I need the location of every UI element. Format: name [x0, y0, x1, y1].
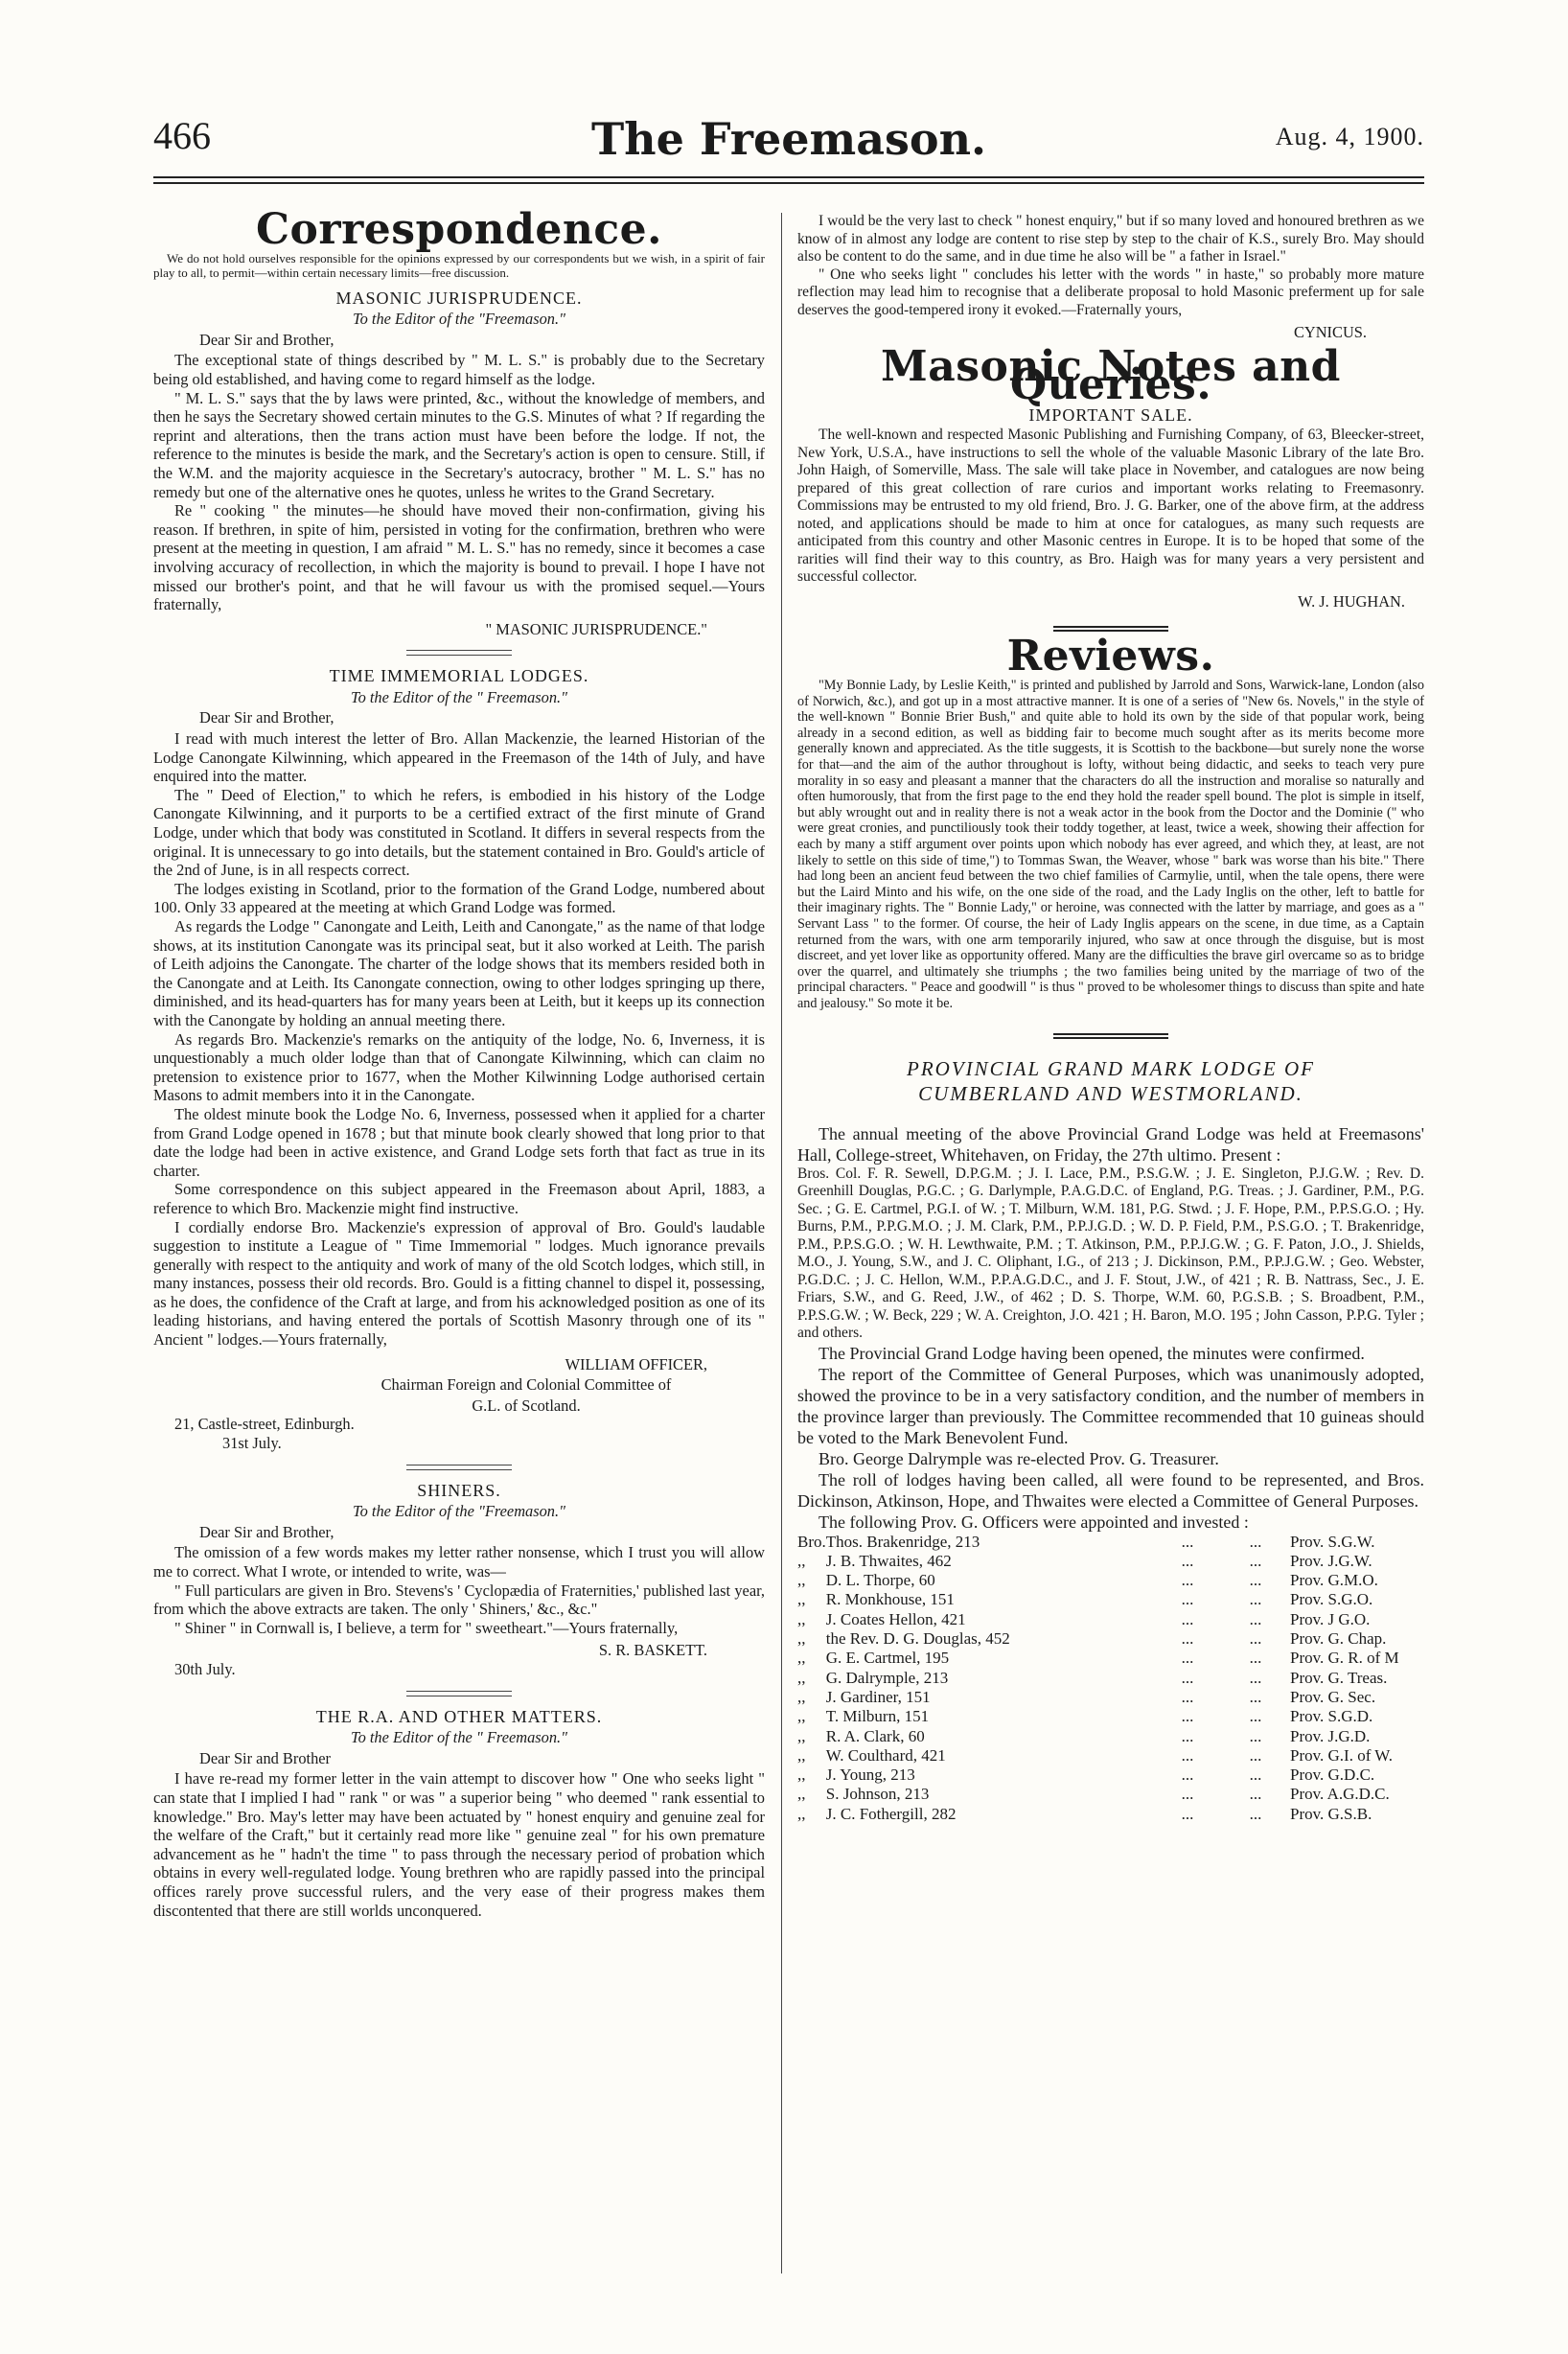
officer-office: Prov. A.G.D.C.: [1290, 1785, 1390, 1804]
notes-signature: W. J. HUGHAN.: [1298, 591, 1405, 611]
letter-paragraph: I have re-read my former letter in the vain attempt to discover how " One who seeks light " can state that I implied I had " rank " or was " a superior being " who deemed " rank essential to knowledge." Bro. May's letter may have been actuated by " honest enquiry and genuine zeal for the welfare of the Craft," but it certainly read more like " genuine zeal " for his own premature advancement as he " hadn't the time " to pass through the necessary period of probation which obtains in every well-regulated lodge. Young brethren who are rapidly passed into the principal offices rarely prove successful rulers, and the very ease of their progress makes them discontented that there are still worlds unconquered.: [153, 1769, 765, 1920]
issue-date: Aug. 4, 1900.: [1275, 123, 1424, 150]
officer-name: J. Young, 213: [825, 1766, 915, 1785]
officer-name: G. Dalrymple, 213: [825, 1668, 949, 1687]
letter-salutation: Dear Sir and Brother,: [199, 330, 334, 349]
notes-paragraph: The well-known and respected Masonic Publishing and Furnishing Company, of 63, Bleecker-street, New York, U.S.A., have instructions to sell the whole of the valuable Masonic Library of the late Bro. John Haigh, of Somerville, Mass. The sale will take place in November, and catalogues are now being prepared of this great collection of rare curios and important works relating to Freemasonry. Commissions may be entrusted to my old friend, Bro. J. G. Barker, one of the above firm, at the address noted, and applications should be made to him at once for catalogues, as many such requests are anticipated from this country and other Masonic centres in Europe. It is to be hoped that some of the rarities will find their way to this country, as Bro. Haigh was for many years a very persistent and successful collector.: [797, 427, 1424, 586]
letter-paragraph: I cordially endorse Bro. Mackenzie's expression of approval of Bro. Gould's laudable suggestion to institute a League of " Time Immemorial " lodges. Much ignorance prevails generally with respect to the antiquity and work of many of the old Scotch lodges, which still, in many instances, possess their old records. Bro. Gould is a fitting channel to dispel it, possessing, as he does, the confidence of the Craft at large, and from his acknowledged position as one of its leading historians, and having entered the portals of Scottish Masonry through one of its " Ancient " lodges.—Yours fraternally,: [153, 1217, 765, 1350]
dots-leader: ...: [1249, 1668, 1262, 1687]
section-separator: [406, 1465, 512, 1470]
letter-paragraph: As regards the Lodge " Canongate and Leith, Leith and Canongate," as the name of that lodge shows, at its institution Canongate was its principal seat, but it also worked at Leith. The parish of Leith adjoins the Canongate. The charter of the lodge shows that its members resided both in the Canongate and at Leith. Its Canongate connection, owing to other lodges springing up there, diminished, and its head-quarters has for many years been at Leith, but it keeps up its connection with the Canongate by holding an annual meeting there.: [153, 917, 766, 1029]
report-paragraph: The annual meeting of the above Provincial Grand Lodge was held at Freemasons' Hall, College-street, Whitehaven, on Friday, the 27th ultimo. Present :: [797, 1123, 1424, 1165]
dots-leader: ...: [1249, 1687, 1262, 1706]
correspondence-disclaimer: We do not hold ourselves responsible for the opinions expressed by our correspondents but we wish, in a spirit of fair play to all, to permit—within certain necessary limits—free discussion.: [153, 250, 765, 280]
officer-name: W. Coulthard, 421: [825, 1745, 946, 1765]
dots-leader: ...: [1181, 1571, 1194, 1590]
dots-leader: ...: [1181, 1707, 1194, 1726]
report-paragraph: The roll of lodges having been called, all were found to be represented, and Bros. Dickinson, Atkinson, Hope, and Thwaites were elected a Committee of General Purposes.: [797, 1469, 1424, 1511]
letter-addressee: To the Editor of the "Freemason.": [353, 1502, 565, 1521]
report-paragraph: The report of the Committee of General Purposes, which was unanimously adopted, showed the province to be in a very satisfactory condition, and the number of members in the province larger than previously. The Committee recommended that 10 guineas should be voted to the Mark Benevolent Fund.: [797, 1364, 1424, 1447]
officer-office: Prov. G.M.O.: [1290, 1571, 1378, 1590]
letter-paragraph: " Shiner " in Cornwall is, I believe, a term for " sweetheart."—Yours fraternally,: [174, 1618, 679, 1637]
letter-paragraph: The " Deed of Election," to which he refers, is embodied in his history of the Lodge Canongate Kilwinning, and it purports to be a certified extract of the first minute of Grand Lodge, under which that body was constituted in Scotland. It differs in several respects from the original. It is unnecessary to go into details, but the statement contained in Bro. Gould's article of the 2nd of June, is in all respects correct.: [153, 785, 765, 880]
section-separator: [406, 1691, 512, 1696]
dots-leader: ...: [1181, 1745, 1194, 1765]
masthead-title: The Freemason.: [590, 113, 987, 165]
officer-office: Prov. S.G.O.: [1290, 1590, 1373, 1609]
dots-leader: ...: [1249, 1609, 1262, 1628]
dots-leader: ...: [1249, 1532, 1262, 1551]
right-column: [797, 213, 1424, 1824]
letter-signature: S. R. BASKETT.: [598, 1641, 707, 1660]
officer-name: J. Coates Hellon, 421: [825, 1609, 966, 1628]
table-row: [797, 1590, 1424, 1609]
officer-name: J. Gardiner, 151: [825, 1687, 931, 1706]
letter-paragraph: As regards Bro. Mackenzie's remarks on the antiquity of the lodge, No. 6, Inverness, it is unquestionably a much older lodge than that of Canongate Kilwinning, which can claim no pretension to existence prior to 1677, when the Mother Kilwinning Lodge authorised certain Masons to admit members into it in the Canongate.: [153, 1029, 765, 1105]
officer-name: R. A. Clark, 60: [825, 1726, 925, 1745]
letter-title: SHINERS.: [417, 1480, 501, 1500]
officer-office: Prov. G.S.B.: [1290, 1804, 1372, 1823]
dots-leader: ...: [1181, 1629, 1194, 1649]
dots-leader: ...: [1181, 1726, 1194, 1745]
officer-prefix: ,,: [797, 1609, 806, 1628]
letter-paragraph: The exceptional state of things described by " M. L. S." is probably due to the Secretary being old established, and having come to regard himself as the lodge.: [153, 351, 765, 388]
officer-prefix: ,,: [797, 1668, 806, 1687]
officer-name: Thos. Brakenridge, 213: [825, 1532, 980, 1551]
letter-paragraph: I would be the very last to check " honest enquiry," but if so many loved and honoured brethren as we know of in almost any lodge are content to rise step by step to the chair of K.S., surely Bro. May should also be content to do the same, and in due time he also will be " a father in Israel.": [797, 213, 1424, 265]
table-row: [797, 1552, 1424, 1571]
table-row: [797, 1785, 1424, 1804]
table-row: [797, 1746, 1424, 1766]
officer-name: S. Johnson, 213: [825, 1785, 930, 1804]
provincial-heading-line: CUMBERLAND AND WESTMORLAND.: [918, 1081, 1303, 1105]
officers-table: [797, 1533, 1424, 1824]
letter-salutation: Dear Sir and Brother,: [199, 1522, 334, 1541]
signature-title: G.L. of Scotland.: [472, 1396, 581, 1415]
table-row: [797, 1727, 1424, 1746]
officer-office: Prov. S.G.W.: [1290, 1532, 1375, 1551]
dots-leader: ...: [1181, 1766, 1194, 1785]
dots-leader: ...: [1181, 1687, 1194, 1706]
letter-date: 31st July.: [222, 1434, 282, 1453]
section-separator: [1053, 1033, 1168, 1039]
dots-leader: ...: [1249, 1766, 1262, 1785]
signature-title: Chairman Foreign and Colonial Committee of: [380, 1375, 672, 1395]
page-number: 466: [153, 114, 211, 157]
letter-addressee: To the Editor of the " Freemason.": [350, 1728, 568, 1747]
officer-prefix: ,,: [797, 1707, 806, 1726]
table-row: [797, 1649, 1424, 1668]
officer-prefix: ,,: [797, 1629, 806, 1649]
dots-leader: ...: [1181, 1532, 1194, 1551]
table-row: [797, 1610, 1424, 1629]
dots-leader: ...: [1249, 1745, 1262, 1765]
officer-name: the Rev. D. G. Douglas, 452: [825, 1629, 1010, 1649]
officer-office: Prov. G.D.C.: [1290, 1766, 1375, 1785]
officer-office: Prov. G. Treas.: [1290, 1668, 1388, 1687]
officer-name: J. B. Thwaites, 462: [825, 1551, 952, 1570]
dots-leader: ...: [1249, 1804, 1262, 1823]
officer-name: R. Monkhouse, 151: [825, 1590, 955, 1609]
dots-leader: ...: [1249, 1629, 1262, 1649]
table-row: [797, 1669, 1424, 1688]
dots-leader: ...: [1181, 1609, 1194, 1628]
provincial-heading: [797, 1056, 1424, 1106]
dots-leader: ...: [1249, 1551, 1262, 1570]
officer-prefix: ,,: [797, 1745, 806, 1765]
reviews-heading: Reviews.: [1006, 632, 1215, 681]
letter-paragraph: The lodges existing in Scotland, prior to the formation of the Grand Lodge, numbered about 100. Only 33 appeared at the meeting at which Grand Lodge was formed.: [153, 879, 765, 917]
dots-leader: ...: [1181, 1551, 1194, 1570]
officer-office: Prov. J.G.W.: [1290, 1551, 1372, 1570]
officer-prefix: ,,: [797, 1571, 806, 1590]
officer-office: Prov. J G.O.: [1290, 1609, 1371, 1628]
letter-signature: " MASONIC JURISPRUDENCE.": [485, 619, 707, 638]
officer-prefix: ,,: [797, 1785, 806, 1804]
table-row: [797, 1707, 1424, 1726]
letter-paragraph: " M. L. S." says that the by laws were printed, &c., without the knowledge of members, and then he says the Secretary showed certain minutes to the G.S. Minutes of what ? If regarding the reprint and alterations, then the trans action must have been before the lodge. If not, the reference to the minutes is beside the mark, and the Secretary's action is open to censure. Still, if the W.M. and the majority acquiesce in the Secretary's autocracy, brother " M. L. S." has no remedy but one of the alternative ones he quotes, unless he writes to the Grand Secretary.: [153, 388, 765, 501]
report-paragraph: Bro. George Dalrymple was re-elected Prov. G. Treasurer.: [819, 1448, 1219, 1468]
letter-title: THE R.A. AND OTHER MATTERS.: [315, 1706, 603, 1726]
officer-office: Prov. G.I. of W.: [1290, 1745, 1394, 1765]
dots-leader: ...: [1181, 1785, 1194, 1804]
provincial-heading-line: PROVINCIAL GRAND MARK LODGE OF: [907, 1056, 1315, 1080]
letter-paragraph: The omission of a few words makes my letter rather nonsense, which I trust you will allow me to correct. What I wrote, or intended to write, was—: [153, 1543, 765, 1581]
dots-leader: ...: [1249, 1571, 1262, 1590]
letter-addressee: To the Editor of the " Freemason.": [350, 687, 568, 706]
officer-name: G. E. Cartmel, 195: [825, 1649, 950, 1668]
officer-office: Prov. J.G.D.: [1290, 1726, 1371, 1745]
report-paragraph: The following Prov. G. Officers were appointed and invested :: [819, 1512, 1249, 1532]
dots-leader: ...: [1181, 1649, 1194, 1668]
letter-paragraph: Some correspondence on this subject appeared in the Freemason about April, 1883, a reference to which Bro. Mackenzie might find instructive.: [153, 1180, 765, 1217]
review-paragraph: "My Bonnie Lady, by Leslie Keith," is printed and published by Jarrold and Sons, Warwick-lane, London (also of Norwich, &c.), and got up in a most attractive manner. It is one of a series of "New 6s. Novels," in the style of the well-known " Bonnie Brier Bush," and quite able to hold its own by the side of that popular work, being already in a second edition, as well as bidding fair to become much sought after as its merits become more generally known and appreciated. As the title suggests, it is Scottish to the backbone—but surely none the worse for that—and the aim of the author throughout is lofty, without being didactic, and seeks to teach very pure morality in so easy and pleasant a manner that the characters do all the instruction and moralise so naturally and often humorously, that from the first page to the end they hold the reader spell bound. The plot is simple in itself, but ably wrought out and in reality there is not a weak actor in the book from the Doctor and the Dominie (" who were great cronies, and punctiliously took their toddy together, at least, twice a week, showing their affection for each by many a stiff argument over points upon which nobody has ever agreed, and which they, at least, are not likely to settle on this side of time,") to Tommas Swan, the Weaver, whose " bark was worse than his bite." There had long been an ancient feud between the two chief families of Carmylie, until, when the tale opens, there were but the Laird Minto and his wife, on the one side of the road, and the Lady Inglis on the other, left to battle for their imaginary rights. The " Bonnie Lady," or heroine, was connected with the latter by marriage, and goes as a " Servant Lass " to the former. Of course, the heir of Lady Inglis appears on the scene, in due time, as a Captain returned from the wars, with one arm temporarily injured, who saw at once through the disguise, but is most discreet, and yet lover like as opportunity offered. Many are the difficulties the brave girl overcame so as to bridge over the quarrel, and ultimately she triumphs ; the two families being united by the marriage of two of the principal characters. " Peace and goodwill " is thus " proved to be wholesomer things to discuss than spite and hate and jealousy." So mote it be.: [797, 678, 1424, 1011]
officer-name: J. C. Fothergill, 282: [825, 1804, 957, 1823]
dots-leader: ...: [1249, 1649, 1262, 1668]
officer-prefix: ,,: [797, 1649, 806, 1668]
officer-prefix: ,,: [797, 1551, 806, 1570]
left-column: [153, 205, 766, 1920]
header-rule-bottom: [153, 182, 1424, 184]
section-separator: [406, 650, 512, 656]
header-rule-top: [153, 176, 1424, 178]
officer-prefix: ,,: [797, 1590, 806, 1609]
table-row: [797, 1766, 1424, 1785]
dots-leader: ...: [1181, 1804, 1194, 1823]
table-row: [797, 1805, 1424, 1824]
report-paragraph: The Provincial Grand Lodge having been opened, the minutes were confirmed.: [819, 1343, 1365, 1363]
dots-leader: ...: [1249, 1590, 1262, 1609]
officer-name: T. Milburn, 151: [825, 1707, 930, 1726]
officer-name: D. L. Thorpe, 60: [825, 1571, 935, 1590]
table-row: [797, 1571, 1424, 1590]
letter-signature: CYNICUS.: [1293, 323, 1367, 341]
table-row: [797, 1533, 1424, 1552]
officer-prefix: ,,: [797, 1804, 806, 1823]
column-divider: [781, 213, 782, 2273]
letter-salutation: Dear Sir and Brother,: [199, 708, 334, 727]
letter-paragraph: Re " cooking " the minutes—he should have moved their non-confirmation, giving his reason. If brethren, in spite of him, persisted in voting for the confirmation, brethren who were present at the meeting in question, I am afraid " M. L. S." has no remedy, since it becomes a case involving accuracy of recollection, in which the majority is bound to prevail. I hope I have not missed our brother's point, and that he will favour us with the promised sequel.—Yours fraternally,: [153, 501, 765, 614]
dots-leader: ...: [1249, 1726, 1262, 1745]
officer-office: Prov. G. R. of M: [1290, 1649, 1399, 1668]
dots-leader: ...: [1249, 1785, 1262, 1804]
officer-prefix: Bro.: [797, 1532, 826, 1551]
letter-paragraph: " Full particulars are given in Bro. Stevens's ' Cyclopædia of Fraternities,' published last year, from which the above extracts are taken. The only ' Shiners,' &c., &c.": [153, 1581, 765, 1619]
letter-address: 21, Castle-street, Edinburgh.: [174, 1415, 355, 1434]
officer-office: Prov. G. Sec.: [1290, 1687, 1376, 1706]
letter-paragraph: " One who seeks light " concludes his letter with the words " in haste," so probably more mature reflection may lead him to recognise that a deliberate proposal to hold Masonic preferment up for sale deserves the good-tempered irony it evoked.—Fraternally yours,: [797, 265, 1424, 318]
letter-title: TIME IMMEMORIAL LODGES.: [329, 666, 589, 686]
notes-queries-heading: Masonic Notes and Queries.: [881, 341, 1341, 410]
letter-date: 30th July.: [174, 1659, 236, 1678]
letter-paragraph: I read with much interest the letter of Bro. Allan Mackenzie, the learned Historian of the Lodge Canongate Kilwinning, which appeared in the Freemason of the 14th of July, and have enquired into the matter.: [153, 729, 765, 786]
officer-prefix: ,,: [797, 1726, 806, 1745]
notes-title: IMPORTANT SALE.: [1028, 404, 1193, 425]
attendees-list: Bros. Col. F. R. Sewell, D.P.G.M. ; J. I. Lace, P.M., P.S.G.W. ; J. E. Singleton, P.J.G.W. ; Rev. D. Greenhill Douglas, P.G.C. ; G. Darlymple, P.A.G.D.C. of England, P.G. Treas. ; J. Gardiner, P.M., P.G. Sec. ; G. E. Cartmel, P.G.I. of W. ; T. Milburn, W.M. 181, P.G. Stwd. ; J. F. Hope, P.M., P.P.S.G.O. ; Hy. Burns, P.M., P.P.G.M.O. ; J. M. Clark, P.M., P.P.J.G.D. ; W. D. P. Field, P.M., P.S.G.O. ; T. Brakenridge, P.M., P.P.S.G.O. ; W. H. Lewthwaite, P.M. ; T. Atkinson, P.M., P.P.J.G.W. ; G. F. Paton, J.O., J. Shields, M.O., J. Young, S.W., and J. C. Oliphant, I.G., of 213 ; J. Dickinson, P.M., P.P.J.G.W. ; Geo. Webster, P.G.D.C. ; J. C. Hellon, W.M., P.P.A.G.D.C., and J. F. Stout, J.W., of 421 ; R. B. Nattrass, Sec., J. E. Friars, S.W., and G. Reed, J.W., of 462 ; D. S. Thorpe, W.M. 60, P.G.S.B. ; S. Broadbent, P.M., P.P.S.G.W. ; W. Beck, 229 ; W. A. Creighton, J.O. 421 ; H. Baron, M.O. 195 ; John Casson, P.P.G. Tyler ; and others.: [797, 1165, 1424, 1342]
correspondence-heading: Correspondence.: [256, 205, 662, 254]
officer-prefix: ,,: [797, 1766, 806, 1785]
letter-paragraph: The oldest minute book the Lodge No. 6, Inverness, possessed when it applied for a charter from Grand Lodge opened in 1678 ; but that minute book clearly showed that long prior to that date the lodge had been in active existence, and Grand Lodge sets forth that fact as true in its charter.: [153, 1104, 765, 1180]
dots-leader: ...: [1181, 1590, 1194, 1609]
letter-addressee: To the Editor of the "Freemason.": [353, 310, 565, 329]
page-header: [153, 113, 1424, 171]
letter-title: MASONIC JURISPRUDENCE.: [335, 288, 583, 308]
table-row: [797, 1688, 1424, 1707]
officer-office: Prov. G. Chap.: [1290, 1629, 1387, 1649]
table-row: [797, 1629, 1424, 1649]
officer-prefix: ,,: [797, 1687, 806, 1706]
letter-salutation: Dear Sir and Brother: [199, 1748, 331, 1767]
dots-leader: ...: [1249, 1707, 1262, 1726]
letter-signature: WILLIAM OFFICER,: [565, 1354, 707, 1373]
dots-leader: ...: [1181, 1668, 1194, 1687]
officer-office: Prov. S.G.D.: [1290, 1707, 1373, 1726]
